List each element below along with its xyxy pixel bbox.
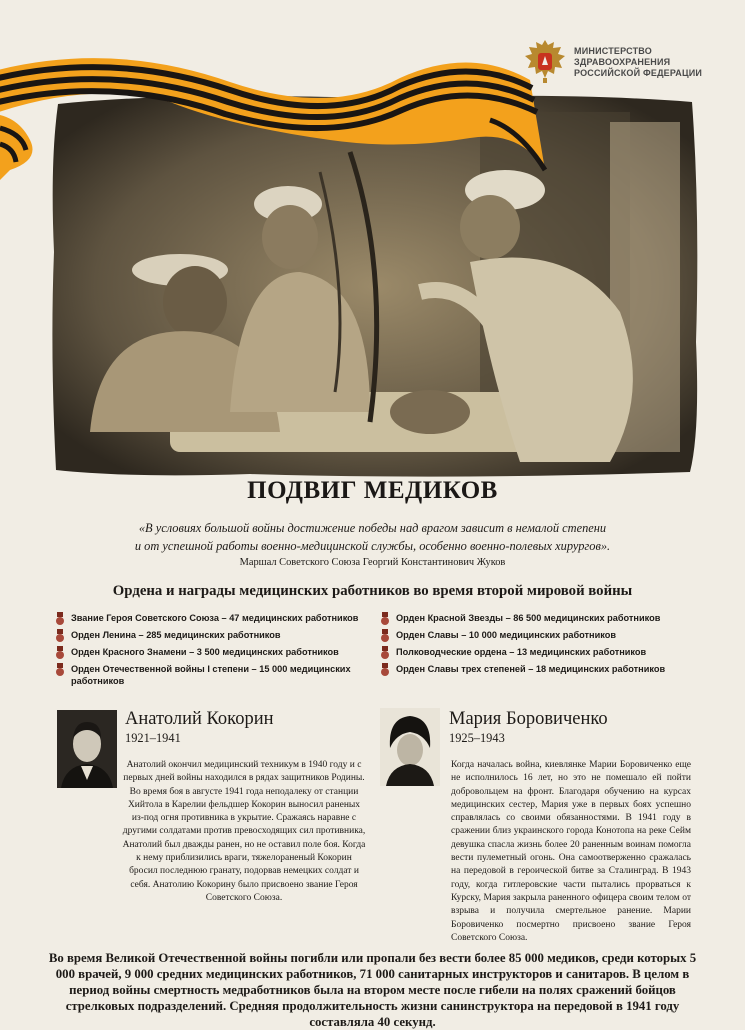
quote-line-1: «В условиях большой войны достижение победы над врагом зависит в немалой степени [138, 521, 607, 535]
bio1-text: Анатолий окончил медицинский техникум в 1940 году и с первых дней войны находился в рядах защитников Родины. Во время боя в августе 1941 года неподалеку от станции Хийтола в Карелии фельдшер Кокорин выносил раненых из-под огня противника в укрытие. Сражаясь наравне с другими солдатами против превосходящих сил противника, Анатолий был дважды ранен, но не оставил поле боя. Когда к нему приблизились враги, тяжелораненый Кокорин бросил последнюю гранату, подорвав немецких солдат и себя. Анатолию Кокорину было присвоено звание Героя Советского Союза. [122, 760, 366, 903]
award-label: Орден Отечественной войны I степени – 15 000 медицинских работников [71, 664, 351, 686]
ministry-line-3: РОССИЙСКОЙ ФЕДЕРАЦИИ [574, 68, 703, 78]
medal-icon [55, 663, 65, 677]
award-label: Орден Ленина – 285 медицинских работников [71, 630, 281, 640]
award-label: Звание Героя Советского Союза – 47 медицинских работников [71, 613, 359, 623]
ministry-line-2: ЗДРАВООХРАНЕНИЯ [574, 57, 671, 67]
award-item [380, 663, 700, 675]
portrait-borovichenko [380, 708, 440, 786]
award-item [55, 646, 375, 658]
awards-list-right [380, 612, 700, 680]
bio2-years: 1925–1943 [449, 731, 505, 745]
awards-list-left [55, 612, 375, 692]
medal-icon [380, 663, 390, 677]
award-label: Орден Славы – 10 000 медицинских работников [396, 630, 616, 640]
award-item [380, 646, 700, 658]
award-item [55, 663, 375, 687]
award-label: Орден Красного Знамени – 3 500 медицинских работников [71, 647, 339, 657]
award-label: Орден Славы трех степеней – 18 медицинских работников [396, 664, 666, 674]
medal-icon [55, 612, 65, 626]
award-item [55, 629, 375, 641]
bio2-text: Когда началась война, киевлянке Марии Боровиченко еще не исполнилось 16 лет, но это не помешало ей пойти добровольцем на фронт. Благодаря обучению на курсах медицинских сестер, Мария уже в первых боях успешно справлялась со своими обязанностями. В 1941 году в сражении близ украинского города Конотопа на реке Сейм девушка спасла жизнь более 20 раненным воинам помогла вести пулеметный огонь. Она самоотверженно сражалась на передовой в героической битве за Сталинград. В 1943 году, когда гитлеровские части пытались прорваться к Курску, Мария закрыла раненного офицера своим телом от взрыва и получила смертельное ранение. Марии Боровиченко посмертно присвоено звание Героя Советского Союза. [451, 760, 691, 943]
medal-icon [380, 629, 390, 643]
medal-icon [380, 612, 390, 626]
award-item [55, 612, 375, 624]
st-george-ribbon [0, 20, 560, 190]
award-item [380, 629, 700, 641]
medal-icon [55, 629, 65, 643]
award-label: Орден Красной Звезды – 86 500 медицинских работников [396, 613, 661, 623]
bio1-name: Анатолий Кокорин [125, 709, 274, 729]
bottom-statement: Во время Великой Отечественной войны погибли или пропали без вести более 85 000 медиков, среди которых 5 000 врачей, 9 000 средних медицинских работников, 71 000 санитарных инструкторов и санитаров. В целом в период войны смертность медработников была на втором месте после гибели на полях сражений бойцов стрелковых подразделений. Средняя продолжительность жизни санинструктора на передовой в 1941 году составляла 40 секунд. [48, 951, 697, 1029]
quote-author: Маршал Советского Союза Георгий Константинович Жуков [239, 557, 506, 568]
quote [40, 519, 705, 555]
ministry-line-1: МИНИСТЕРСТВО [574, 46, 652, 56]
awards-title: Ордена и награды медицинских работников во время второй мировой войны [112, 583, 633, 599]
award-label: Полководческие ордена – 13 медицинских работников [396, 647, 647, 657]
portrait-kokorin [57, 710, 117, 788]
bio2-name: Мария Боровиченко [449, 709, 608, 729]
medal-icon [55, 646, 65, 660]
award-item [380, 612, 700, 624]
quote-line-2: и от успешной работы военно-медицинской службы, особенно военно-полевых хирургов». [134, 539, 611, 553]
bio1-years: 1921–1941 [125, 731, 181, 745]
page-title: ПОДВИГ МЕДИКОВ [247, 477, 498, 504]
medal-icon [380, 646, 390, 660]
